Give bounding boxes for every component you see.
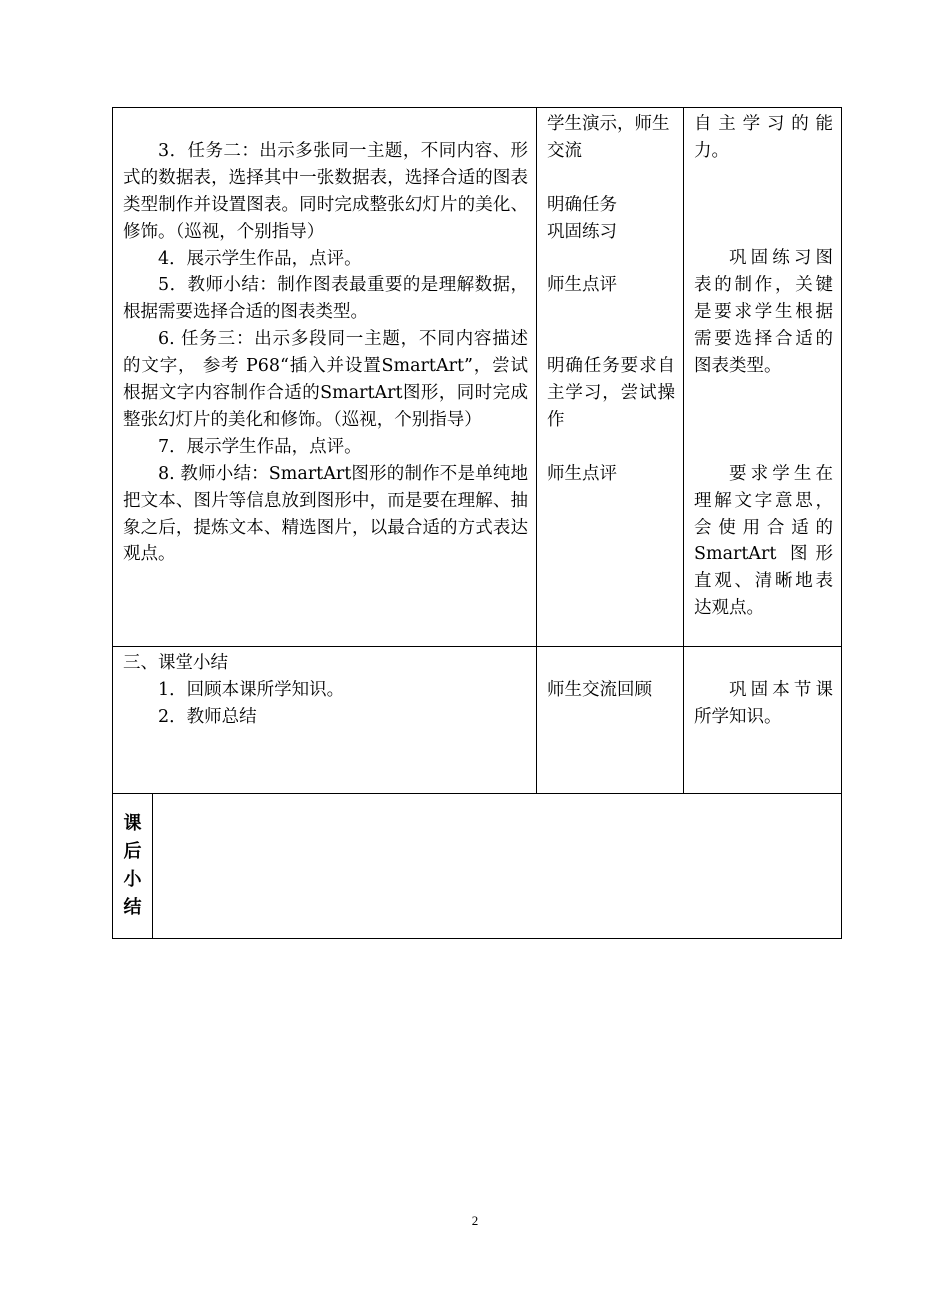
activity-text: 明确任务要求自主学习，尝试操作 <box>547 356 675 430</box>
summary-cell <box>113 647 537 794</box>
activity-text: 明确任务 <box>547 194 617 215</box>
intent-text: 要求学生在理解文字意思，会使用合适的 SmartArt 图形直观、清晰地表达观点。 <box>694 463 833 619</box>
activity-cell <box>537 108 684 647</box>
step4-paragraph: 4．展示学生作品，点评。 <box>158 248 362 269</box>
task3-paragraph: 6. 任务三：出示多段同一主题，不同内容描述的文字， 参考 P68“插入并设置SmartArt”，尝试根据文字内容制作合适的SmartArt图形，同时完成整张幻灯片的美化和修饰。（巡视，个别指导） <box>123 329 528 430</box>
label-char: 后 <box>123 841 142 862</box>
step5-paragraph: 5．教师小结：制作图表最重要的是理解数据，根据需要选择合适的图表类型。 <box>123 275 528 323</box>
label-char: 小 <box>123 869 142 890</box>
page-number: 2 <box>471 1213 479 1228</box>
intent-cell <box>684 108 842 647</box>
process-cell <box>113 108 537 647</box>
summary-item: 2．教师总结 <box>158 706 257 727</box>
lesson-plan-table <box>112 107 842 939</box>
intent-text: 自主学习的能力。 <box>694 114 833 161</box>
table-row <box>113 794 842 939</box>
activity-text: 学生演示，师生交流 <box>547 114 670 161</box>
task2-paragraph: 3．任务二：出示多张同一主题，不同内容、形式的数据表，选择其中一张数据表，选择合适的图表类型制作并设置图表。同时完成整张幻灯片的美化、修饰。（巡视，个别指导） <box>123 140 528 242</box>
step7-paragraph: 7．展示学生作品，点评。 <box>158 436 362 457</box>
label-char: 结 <box>123 897 142 918</box>
summary-heading: 三、课堂小结 <box>123 653 228 673</box>
table-row <box>113 647 842 794</box>
activity-text: 巩固练习 <box>547 221 617 242</box>
intent-cell <box>684 647 842 794</box>
intent-text: 巩固练习图表的制作，关键是要求学生根据需要选择合适的图表类型。 <box>694 248 833 377</box>
activity-cell <box>537 647 684 794</box>
table-row <box>113 108 842 647</box>
activity-text: 师生点评 <box>547 275 617 296</box>
postclass-label <box>113 794 153 939</box>
activity-text: 师生交流回顾 <box>547 679 652 700</box>
activity-text: 师生点评 <box>547 463 617 484</box>
summary-item: 1．回顾本课所学知识。 <box>158 679 345 700</box>
postclass-body <box>153 794 842 939</box>
step8-paragraph: 8. 教师小结：SmartArt图形的制作不是单纯地把文本、图片等信息放到图形中，而是要在理解、抽象之后，提炼文本、精选图片，以最合适的方式表达观点。 <box>123 463 528 565</box>
label-char: 课 <box>123 813 142 834</box>
intent-text: 巩固本节课所学知识。 <box>694 679 833 727</box>
